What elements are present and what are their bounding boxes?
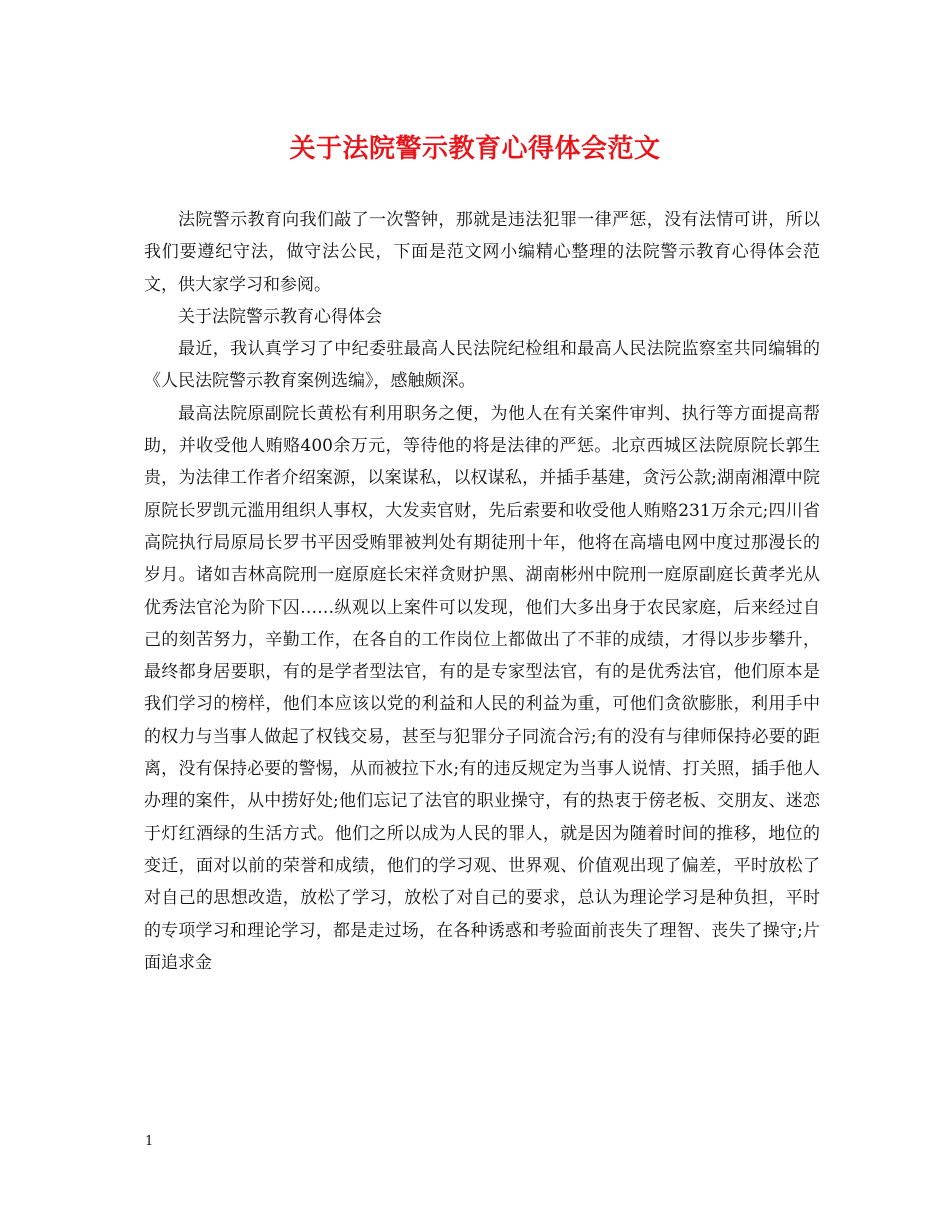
page-number: 1 [145,1134,154,1149]
document-body [144,204,820,979]
section-heading: 关于法院警示教育心得体会 [178,306,382,327]
document-title: 关于法院警示教育心得体会范文 [289,134,661,164]
intro-paragraph: 法院警示教育向我们敲了一次警钟，那就是违法犯罪一律严惩，没有法情可讲，所以我们要遵纪守法，做守法公民，下面是范文网小编精心整理的法院警示教育心得体会范文，供大家学习和参阅。 [144,210,820,295]
body-paragraph: 最近，我认真学习了中纪委驻最高人民法院纪检组和最高人民法院监察室共同编辑的《人民法院警示教育案例选编》，感触颇深。 [144,339,820,392]
body-paragraph: 最高法院原副院长黄松有利用职务之便，为他人在有关案件审判、执行等方面提高帮助，并收受他人贿赂400余万元，等待他的将是法律的严惩。北京西城区法院原院长郭生贵，为法律工作者介绍案源，以案谋私，以权谋私，并插手基建，贪污公款;湖南湘潭中院原院长罗凯元滥用组织人事权，大发卖官财，先后索要和收受他人贿赂231万余元;四川省高院执行局原局长罗书平因受贿罪被判处有期徒刑十年，他将在高墙电网中度过那漫长的岁月。诸如吉林高院刑一庭原庭长宋祥贪财护黑、湖南彬州中院刑一庭原副庭长黄孝光从优秀法官沦为阶下囚……纵观以上案件可以发现，他们大多出身于农民家庭，后来经过自己的刻苦努力，辛勤工作，在各自的工作岗位上都做出了不菲的成绩，才得以步步攀升，最终都身居要职，有的是学者型法官，有的是专家型法官，有的是优秀法官，他们原本是我们学习的榜样，他们本应该以党的利益和人民的利益为重，可他们贪欲膨胀，利用手中的权力与当事人做起了权钱交易，甚至与犯罪分子同流合污;有的没有与律师保持必要的距离，没有保持必要的警惕，从而被拉下水;有的违反规定为当事人说情、打关照，插手他人办理的案件，从中捞好处;他们忘记了法官的职业操守，有的热衷于傍老板、交朋友、迷恋于灯红酒绿的生活方式。他们之所以成为人民的罪人，就是因为随着时间的推移，地位的变迁，面对以前的荣誉和成绩，他们的学习观、世界观、价值观出现了偏差，平时放松了对自己的思想改造，放松了学习，放松了对自己的要求，总认为理论学习是种负担，平时的专项学习和理论学习，都是走过场，在各种诱惑和考验面前丧失了理智、丧失了操守;片面追求金 [144,403,820,973]
